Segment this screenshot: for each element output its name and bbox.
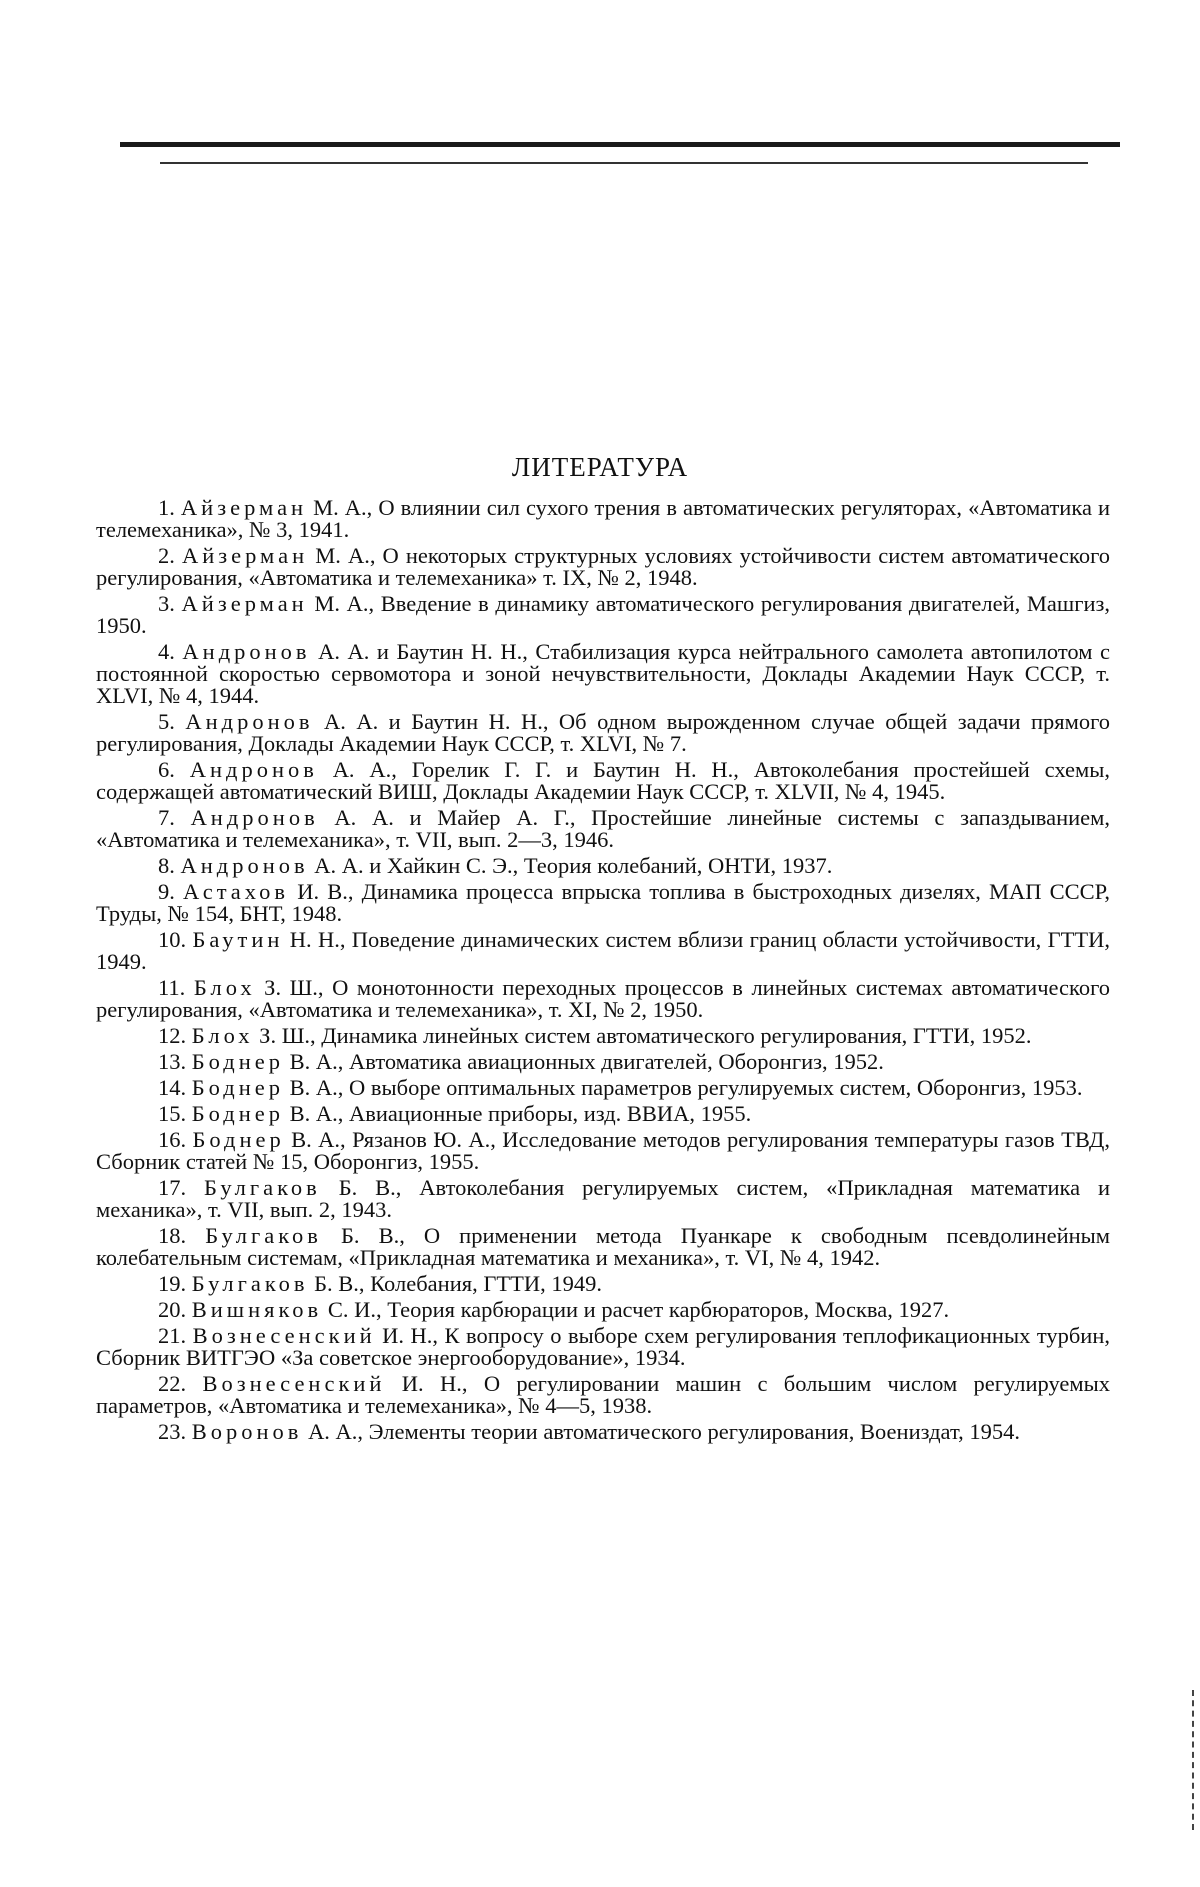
margin-marks <box>1192 1690 1198 1830</box>
entry-number: 14. <box>158 1075 187 1100</box>
entry-text: А. А., Горелик Г. Г. и Баутин Н. Н., Автоколебания простейшей схемы, содержащей автоматический ВИШ, Доклады Академии Наук СССР, т. XLVII, № 4, 1945. <box>96 757 1110 804</box>
entry-text: З. Ш., О монотонности переходных процессов в линейных системах автоматического регулирования, «Автоматика и телемеханика», т. XI, № 2, 1950. <box>96 975 1111 1022</box>
entry-text: В. А., О выборе оптимальных параметров регулируемых систем, Оборонгиз, 1953. <box>284 1075 1083 1100</box>
bibliography-entry <box>96 929 1110 973</box>
entry-text: С. И., Теория карбюрации и расчет карбюраторов, Москва, 1927. <box>322 1297 950 1322</box>
entry-author: Андронов <box>190 805 319 830</box>
bibliography-list <box>96 497 1110 1447</box>
entry-author: Боднер <box>191 1101 284 1126</box>
entry-text: И. Н., О регулировании машин с большим числом регулируемых параметров, «Автоматика и телемеханика», № 4—5, 1938. <box>96 1371 1111 1418</box>
entry-text: В. А., Автоматика авиационных двигателей, Оборонгиз, 1952. <box>284 1049 884 1074</box>
entry-author: Булгаков <box>204 1175 321 1200</box>
entry-number: 20. <box>158 1297 187 1322</box>
entry-text: И. В., Динамика процесса впрыска топлива в быстроходных дизелях, МАП СССР, Труды, № 154, БНТ, 1948. <box>96 879 1111 926</box>
bibliography-entry <box>96 711 1110 755</box>
entry-number: 19. <box>158 1271 187 1296</box>
entry-text: Б. В., Колебания, ГТТИ, 1949. <box>308 1271 602 1296</box>
bibliography-entry <box>96 977 1110 1021</box>
entry-number: 4. <box>158 639 175 664</box>
entry-author: Блох <box>191 1023 254 1048</box>
top-rule-thick <box>120 142 1120 147</box>
entry-number: 15. <box>158 1101 187 1126</box>
entry-number: 22. <box>158 1371 187 1396</box>
entry-author: Айзерман <box>181 543 309 568</box>
entry-text: Б. В., Автоколебания регулируемых систем, «Прикладная математика и механика», т. VII, вып. 2, 1943. <box>96 1175 1111 1222</box>
entry-author: Вознесенский <box>202 1371 386 1396</box>
entry-text: А. А. и Баутин Н. Н., Об одном вырожденном случае общей задачи прямого регулирования, Доклады Академии Наук СССР, т. XLVI, № 7. <box>96 709 1111 756</box>
bibliography-entry <box>96 759 1110 803</box>
bibliography-entry <box>96 881 1110 925</box>
bibliography-entry <box>96 807 1110 851</box>
entry-author: Боднер <box>191 1049 284 1074</box>
entry-author: Андронов <box>185 709 314 734</box>
bibliography-entry <box>96 1373 1110 1417</box>
bibliography-entry <box>96 545 1110 589</box>
entry-author: Блох <box>193 975 256 1000</box>
bibliography-entry <box>96 1273 1110 1295</box>
page-title: ЛИТЕРАТУРА <box>511 452 689 482</box>
entry-number: 18. <box>158 1223 187 1248</box>
entry-number: 11. <box>158 975 186 1000</box>
bibliography-entry <box>96 1299 1110 1321</box>
entry-number: 21. <box>158 1323 187 1348</box>
bibliography-entry <box>96 1103 1110 1125</box>
entry-author: Айзерман <box>181 591 308 616</box>
entry-text: М. А., О влиянии сил сухого трения в автоматических регуляторах, «Автоматика и телемеханика», № 3, 1941. <box>96 495 1111 542</box>
entry-author: Андронов <box>180 853 309 878</box>
entry-number: 16. <box>158 1127 187 1152</box>
bibliography-entry <box>96 1129 1110 1173</box>
bibliography-entry <box>96 1051 1110 1073</box>
entry-number: 13. <box>158 1049 187 1074</box>
bibliography-entry <box>96 1177 1110 1221</box>
entry-text: Б. В., О применении метода Пуанкаре к свободным псевдолинейным колебательным системам, «Прикладная математика и механика», т. VI, № 4, 1942. <box>96 1223 1111 1270</box>
entry-text: А. А. и Майер А. Г., Простейшие линейные системы с запаздыванием, «Автоматика и телемеханика», т. VII, вып. 2—3, 1946. <box>96 805 1110 852</box>
top-rule-thin <box>160 162 1088 164</box>
entry-number: 12. <box>158 1023 187 1048</box>
entry-author: Айзерман <box>180 495 308 520</box>
entry-number: 10. <box>158 927 187 952</box>
entry-text: В. А., Рязанов Ю. А., Исследование методов регулирования температуры газов ТВД, Сборник статей № 15, Оборонгиз, 1955. <box>96 1127 1110 1174</box>
bibliography-entry <box>96 593 1110 637</box>
bibliography-entry <box>96 497 1110 541</box>
entry-number: 17. <box>158 1175 187 1200</box>
entry-number: 2. <box>158 543 175 568</box>
entry-author: Воронов <box>191 1419 303 1444</box>
entry-author: Боднер <box>191 1075 284 1100</box>
entry-number: 3. <box>158 591 175 616</box>
entry-text: Н. Н., Поведение динамических систем вблизи границ области устойчивости, ГТТИ, 1949. <box>96 927 1111 974</box>
entry-number: 5. <box>158 709 175 734</box>
entry-author: Булгаков <box>191 1271 309 1296</box>
bibliography-entry <box>96 1025 1110 1047</box>
entry-text: И. Н., К вопросу о выборе схем регулирования теплофикационных турбин, Сборник ВИТГЭО «За советское энергооборудование», 1934. <box>96 1323 1111 1370</box>
entry-number: 9. <box>158 879 175 904</box>
entry-number: 8. <box>158 853 175 878</box>
entry-text: З. Ш., Динамика линейных систем автоматического регулирования, ГТТИ, 1952. <box>253 1023 1032 1048</box>
entry-text: М. А., О некоторых структурных условиях устойчивости систем автоматического регулирования, «Автоматика и телемеханика» т. IX, № 2, 1948. <box>96 543 1111 590</box>
entry-number: 23. <box>158 1419 187 1444</box>
entry-number: 6. <box>158 757 175 782</box>
bibliography-entry <box>96 1421 1110 1443</box>
bibliography-entry <box>96 1077 1110 1099</box>
entry-text: А. А. и Хайкин С. Э., Теория колебаний, ОНТИ, 1937. <box>308 853 833 878</box>
entry-text: А. А. и Баутин Н. Н., Стабилизация курса нейтрального самолета автопилотом с постоянной скоростью сервомотора и зоной нечувствительности, Доклады Академии Наук СССР, т. XLVI, № 4, 1944. <box>96 639 1110 708</box>
entry-author: Андронов <box>182 639 311 664</box>
bibliography-entry <box>96 855 1110 877</box>
entry-author: Вишняков <box>191 1297 323 1322</box>
entry-author: Боднер <box>192 1127 285 1152</box>
entry-number: 7. <box>158 805 175 830</box>
entry-author: Булгаков <box>205 1223 322 1248</box>
entry-author: Вознесенский <box>192 1323 376 1348</box>
entry-text: А. А., Элементы теории автоматического регулирования, Воениздат, 1954. <box>302 1419 1020 1444</box>
bibliography-entry <box>96 1225 1110 1269</box>
bibliography-entry <box>96 1325 1110 1369</box>
entry-number: 1. <box>158 495 175 520</box>
entry-author: Баутин <box>192 927 284 952</box>
entry-author: Астахов <box>183 879 290 904</box>
bibliography-entry <box>96 641 1110 707</box>
entry-text: В. А., Авиационные приборы, изд. ВВИА, 1955. <box>284 1101 752 1126</box>
entry-author: Андронов <box>189 757 318 782</box>
entry-text: М. А., Введение в динамику автоматического регулирования двигателей, Машгиз, 1950. <box>96 591 1111 638</box>
